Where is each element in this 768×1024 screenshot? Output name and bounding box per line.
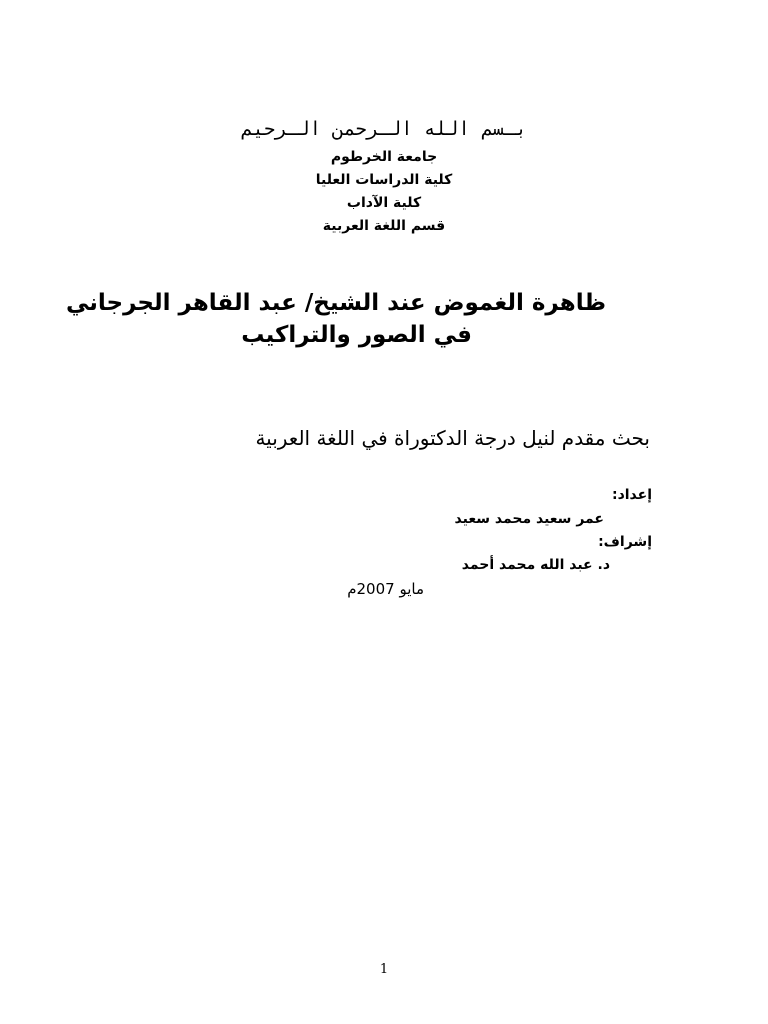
department-name: قسم اللغة العربية xyxy=(322,218,446,234)
arts-college: كلية الآداب xyxy=(346,195,422,211)
graduate-college: كلية الدراسات العليا xyxy=(315,172,453,188)
basmala: بـسم الله الـرحمن الـرحيم xyxy=(241,118,527,140)
supervisor-name: د. عبد الله محمد أحمد xyxy=(461,557,610,573)
supervised-by-label: إشراف: xyxy=(598,534,652,550)
thesis-title-line-1: ظاهرة الغموض عند الشيخ/ عبد القاهر الجرجاني xyxy=(65,290,606,316)
degree-statement: بحث مقدم لنيل درجة الدكتوراة في اللغة العربية xyxy=(255,426,650,450)
thesis-title-line-2: في الصور والتراكيب xyxy=(241,322,472,348)
page-number: 1 xyxy=(379,962,389,977)
author-name: عمر سعيد محمد سعيد xyxy=(454,511,604,527)
university-name: جامعة الخرطوم xyxy=(330,149,438,165)
submission-date: مايو 2007م xyxy=(347,580,424,598)
prepared-by-label: إعداد: xyxy=(611,487,652,503)
